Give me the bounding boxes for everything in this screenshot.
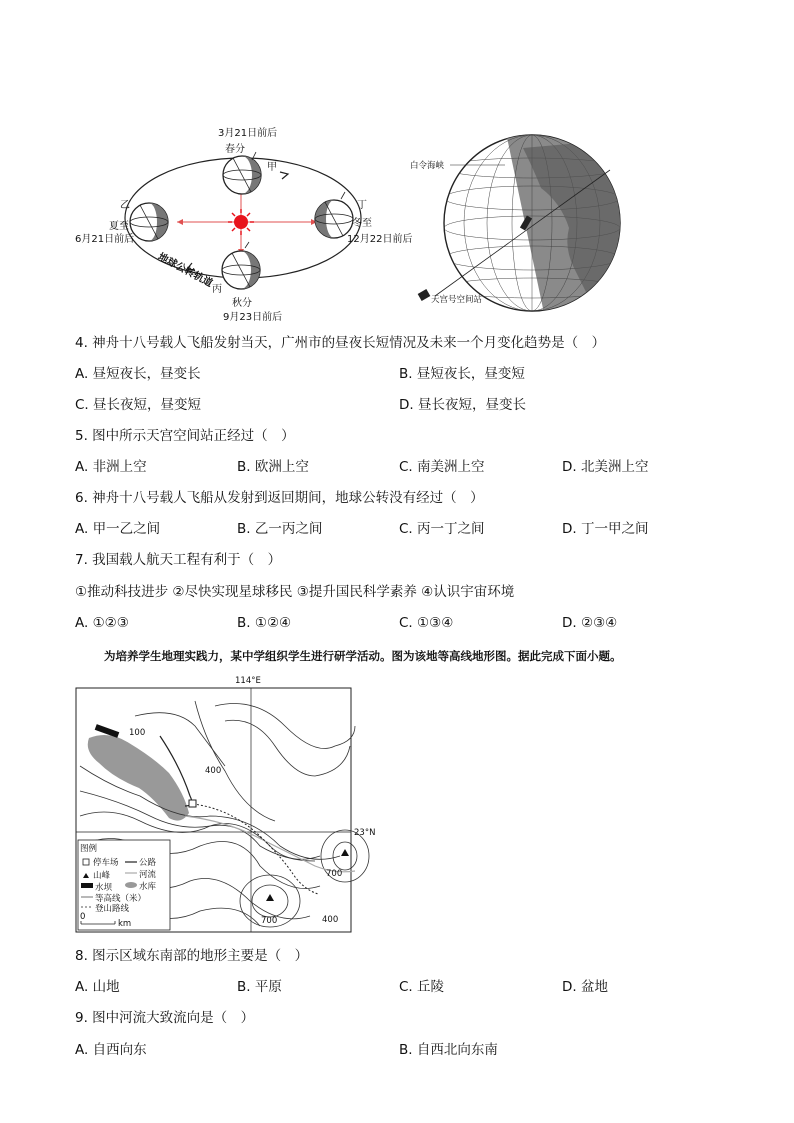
q8-option-c[interactable]: C. 丘陵: [399, 979, 445, 995]
q7-option-b[interactable]: B. ①②④: [237, 615, 292, 631]
q9-option-a[interactable]: A. 自西向东: [75, 1042, 147, 1058]
section-note: 为培养学生地理实践力，某中学组织学生进行研学活动。图为该地等高线地形图。据此完成下面小题。: [104, 649, 622, 663]
q4-option-b[interactable]: B. 昼短夜长，昼变短: [399, 366, 525, 382]
legend-contour: 等高线（米）: [95, 894, 147, 904]
scale-unit: km: [118, 919, 132, 929]
q7-option-c[interactable]: C. ①③④: [399, 615, 454, 631]
bing-term: 秋分: [232, 298, 252, 309]
contour-map: [75, 676, 385, 936]
q5-option-c[interactable]: C. 南美洲上空: [399, 459, 485, 475]
q6-option-d[interactable]: D. 丁一甲之间: [562, 521, 649, 537]
q6-stem: 6. 神舟十八号载人飞船从发射到返回期间，地球公转没有经过（ ）: [75, 490, 484, 506]
jia-name: 甲: [267, 162, 277, 173]
ding-term: 冬至: [352, 218, 372, 229]
q5-option-a[interactable]: A. 非洲上空: [75, 459, 147, 475]
q5-option-b[interactable]: B. 欧洲上空: [237, 459, 309, 475]
globe-diagram: [405, 128, 625, 318]
scale-zero: 0: [80, 912, 86, 922]
q9-option-b[interactable]: B. 自西北向东南: [399, 1042, 498, 1058]
q4-option-a[interactable]: A. 昼短夜长，昼变长: [75, 366, 201, 382]
legend-route: 登山路线: [95, 904, 130, 914]
q8-stem: 8. 图示区域东南部的地形主要是（ ）: [75, 948, 309, 964]
legend-dam: 水坝: [95, 883, 113, 893]
latitude-label: 23°N: [354, 828, 376, 838]
q4-option-c[interactable]: C. 昼长夜短，昼变短: [75, 397, 202, 413]
longitude-label: 114°E: [235, 676, 261, 686]
legend-road: 公路: [139, 858, 157, 868]
q4-stem: 4. 神舟十八号载人飞船发射当天，广州市的昼夜长短情况及未来一个月变化趋势是（ ）: [75, 335, 606, 351]
orbit-arrow: [280, 172, 288, 179]
yi-name: 乙: [120, 200, 130, 211]
q7-stem: 7. 我国载人航天工程有利于（ ）: [75, 552, 282, 568]
q6-option-a[interactable]: A. 甲一乙之间: [75, 521, 161, 537]
contour-label-700: 700: [326, 869, 343, 879]
q6-option-c[interactable]: C. 丙一丁之间: [399, 521, 485, 537]
q7-option-a[interactable]: A. ①②③: [75, 615, 129, 631]
legend-peak: 山峰: [93, 871, 111, 881]
q7-statements: ①推动科技进步 ②尽快实现星球移民 ③提升国民科学素养 ④认识宇宙环境: [75, 584, 515, 600]
q5-option-d[interactable]: D. 北美洲上空: [562, 459, 649, 475]
q8-option-a[interactable]: A. 山地: [75, 979, 120, 995]
globe-figure: [405, 128, 625, 318]
contour-label-400: 400: [205, 766, 222, 776]
yi-date: 6月21日前后: [75, 234, 135, 245]
contour-label-100: 100: [129, 728, 146, 738]
orbit-label: 地球公转轨道: [155, 251, 215, 290]
sun-icon: [228, 209, 254, 235]
q7-option-d[interactable]: D. ②③④: [562, 615, 618, 631]
legend-river: 河流: [139, 870, 157, 880]
yi-term: 夏至: [109, 221, 129, 232]
q9-stem: 9. 图中河流大致流向是（ ）: [75, 1010, 255, 1026]
globe-yi: [130, 203, 168, 241]
legend-title: 图例: [80, 844, 98, 854]
q5-stem: 5. 图中所示天宫空间站正经过（ ）: [75, 428, 295, 444]
orbit-figure: [75, 120, 415, 325]
q4-option-d[interactable]: D. 昼长夜短，昼变长: [399, 397, 526, 413]
bing-date: 9月23日前后: [223, 312, 283, 323]
ding-name: 丁: [357, 200, 367, 211]
q8-option-b[interactable]: B. 平原: [237, 979, 282, 995]
legend-reservoir: 水库: [139, 882, 157, 892]
contour-label-700b: 700: [261, 916, 278, 926]
bing-name: 丙: [212, 284, 222, 295]
q6-option-b[interactable]: B. 乙一丙之间: [237, 521, 323, 537]
strait-label: 白令海峡: [410, 161, 445, 171]
station-label: 天宫号空间站: [431, 295, 483, 305]
legend-parking: 停车场: [93, 858, 119, 868]
jia-date: 3月21日前后: [218, 128, 278, 139]
contour-label-400b: 400: [322, 915, 339, 925]
ding-date: 12月22日前后: [347, 234, 413, 245]
q8-option-d[interactable]: D. 盆地: [562, 979, 608, 995]
jia-term: 春分: [225, 144, 245, 155]
